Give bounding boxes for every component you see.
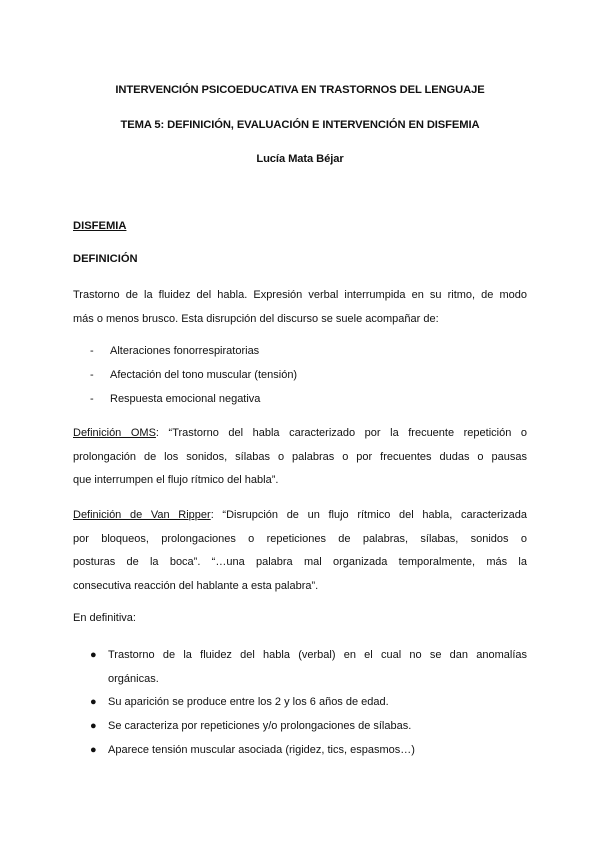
van-ripper-line: posturas de la boca”. “…una palabra mal organizada temporalmente, más la xyxy=(73,556,527,568)
bullet-item xyxy=(90,644,527,691)
oms-line: que interrumpen el flujo rítmico del habla”. xyxy=(73,474,279,486)
bullet-text: Su aparición se produce entre los 2 y los 6 años de edad. xyxy=(108,696,389,708)
bullet-dot-icon: ● xyxy=(90,649,97,661)
intro-paragraph xyxy=(73,284,527,331)
oms-definition-paragraph xyxy=(73,422,527,493)
oms-line-text: : “Trastorno del habla caracterizado por la frecuente repetición o xyxy=(155,427,528,439)
van-ripper-line: consecutiva reacción del hablante a esta palabra”. xyxy=(73,579,319,592)
van-ripper-line-text: : “Disrupción de un flujo rítmico del habla, caracterizada xyxy=(210,509,527,521)
bullet-item xyxy=(90,715,527,739)
intro-line: Trastorno de la fluidez del habla. Expresión verbal interrumpida en su ritmo, de modo xyxy=(73,289,527,301)
bullet-dot-icon: ● xyxy=(90,744,97,756)
bullet-dot-icon: ● xyxy=(90,720,97,732)
bullet-text xyxy=(108,644,527,691)
dash-item-text: Afectación del tono muscular (tensión) xyxy=(110,369,298,381)
bullet-item xyxy=(90,691,527,715)
oms-line xyxy=(73,422,527,446)
van-ripper-definition-paragraph xyxy=(73,504,527,598)
dash-marker: - xyxy=(90,393,94,405)
bullet-line: Trastorno de la fluidez del habla (verbal) en el cual no se dan anomalías xyxy=(108,649,527,661)
van-ripper-line: por bloqueos, prolongaciones o repeticiones de palabras, sílabas, sonidos o xyxy=(73,532,527,545)
dash-list-item xyxy=(90,368,297,382)
bullet-dot-icon: ● xyxy=(90,696,97,708)
dash-list-item xyxy=(90,344,259,358)
summary-label: En definitiva: xyxy=(73,612,136,624)
dash-marker: - xyxy=(90,345,94,357)
oms-label: Definición OMS xyxy=(73,427,156,439)
course-title: INTERVENCIÓN PSICOEDUCATIVA EN TRASTORNOS DEL LENGUAJE xyxy=(115,84,485,96)
dash-list-item xyxy=(90,392,260,406)
intro-line: más o menos brusco. Esta disrupción del discurso se suele acompañar de: xyxy=(73,312,439,325)
van-ripper-line xyxy=(73,504,527,528)
topic-title: TEMA 5: DEFINICIÓN, EVALUACIÓN E INTERVENCIÓN EN DISFEMIA xyxy=(120,119,480,131)
oms-line: prolongación de los sonidos, sílabas o palabras o por frecuentes dudas o pausas xyxy=(73,450,527,463)
dash-item-text: Respuesta emocional negativa xyxy=(110,393,261,405)
section-title: DISFEMIA xyxy=(73,220,127,232)
author-name: Lucía Mata Béjar xyxy=(256,153,344,165)
dash-item-text: Alteraciones fonorrespiratorias xyxy=(110,345,260,357)
bullet-item xyxy=(90,739,527,763)
subsection-title: DEFINICIÓN xyxy=(73,253,138,265)
van-ripper-label: Definición de Van Ripper xyxy=(73,509,211,521)
bullet-text: Se caracteriza por repeticiones y/o prolongaciones de sílabas. xyxy=(108,720,412,732)
dash-marker: - xyxy=(90,369,94,381)
bullet-line: orgánicas. xyxy=(108,672,159,685)
bullet-text: Aparece tensión muscular asociada (rigidez, tics, espasmos…) xyxy=(108,744,415,756)
